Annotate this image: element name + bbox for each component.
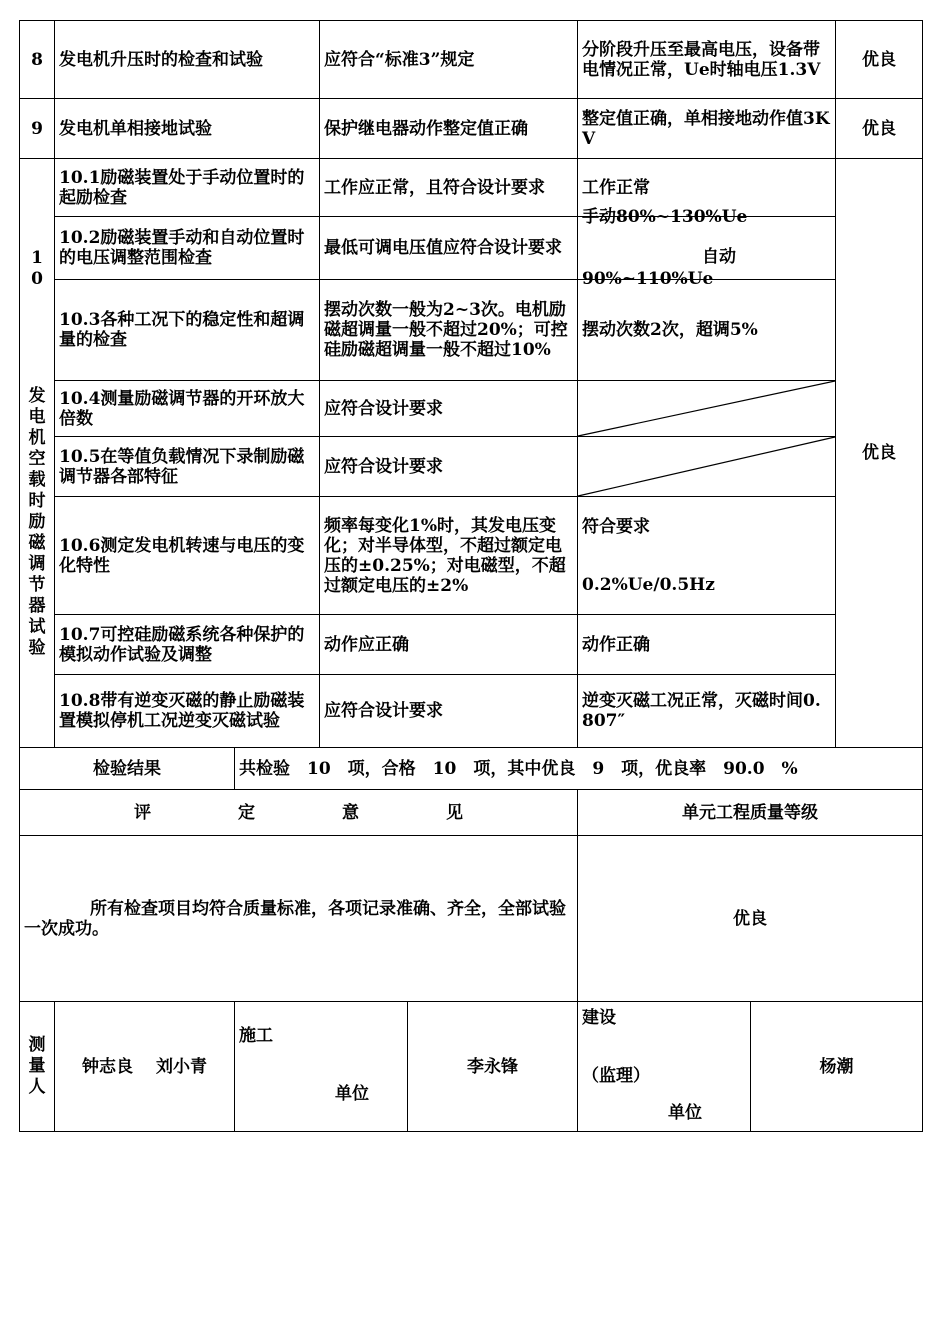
measurer-names: 钟志良 刘小青 [55,1002,235,1132]
table-row [20,217,923,280]
test-result [578,497,836,615]
group-grade: 优良 [836,159,923,748]
result-manual: 手动80%~130%Ue [582,207,748,227]
group-title-char: 电 [28,406,46,427]
construction-unit-cell [235,1002,578,1132]
construction-label-top: 施工 [239,1026,273,1046]
group-title-char: 磁 [28,532,46,553]
group-title-char: 验 [28,637,46,658]
owner-label-1: 建设 [582,1008,616,1028]
grade: 优良 [836,21,923,99]
quality-standard: 应符合“标准3”规定 [320,21,578,99]
group-title-char: 发 [28,385,46,406]
check-item: 10.5在等值负载情况下录制励磁调节器各部特征 [55,437,320,497]
check-item: 10.2励磁装置手动和自动位置时的电压调整范围检查 [55,217,320,280]
check-item: 10.8带有逆变灭磁的静止励磁装置模拟停机工况逆变灭磁试验 [55,675,320,748]
check-item: 10.1励磁装置处于手动位置时的起励检查 [55,159,320,217]
opinion-header [20,790,578,836]
owner-label-2: （监理） [582,1066,650,1086]
summary-label: 检验结果 [20,748,235,790]
check-item: 10.4测量励磁调节器的开环放大倍数 [55,381,320,437]
table-row [20,497,923,615]
measurer-label-text [28,1035,46,1098]
test-result-empty [578,437,836,497]
table-row [20,381,923,437]
group-title-char: 空 [28,448,46,469]
opinion-header-row [20,790,923,836]
owner-label-3: 单位 [668,1103,702,1123]
group-title-char: 节 [28,574,46,595]
grade: 优良 [836,99,923,159]
test-result: 动作正确 [578,615,836,675]
diagonal-line [578,437,835,496]
check-item: 10.6测定发电机转速与电压的变化特性 [55,497,320,615]
quality-standard: 应符合设计要求 [320,675,578,748]
construction-label-bottom: 单位 [335,1084,369,1104]
table-row [20,615,923,675]
test-result: 摆动次数2次，超调5% [578,280,836,381]
quality-standard: 应符合设计要求 [320,381,578,437]
test-result: 整定值正确，单相接地动作值3KV [578,99,836,159]
group-10-label [20,159,55,748]
quality-standard: 动作应正确 [320,615,578,675]
quality-standard: 工作应正常，且符合设计要求 [320,159,578,217]
group-title-char: 载 [28,469,46,490]
measurer-label-char: 测 [28,1035,46,1055]
opinion-row [20,836,923,1002]
table-row [20,437,923,497]
quality-grade: 优良 [578,836,923,1002]
opinion-header-char: 定 [238,802,255,823]
signature-row [20,1002,923,1132]
inspection-form [19,20,922,1132]
row-number: 8 [20,21,55,99]
measurer-label-char: 人 [28,1077,46,1097]
table-row [20,280,923,381]
owner-unit-label [578,1002,751,1131]
group-title-char: 器 [28,595,46,616]
quality-standard: 摆动次数一般为2~3次。电机励磁超调量一般不超过20%；可控硅励磁超调量一般不超过10% [320,280,578,381]
table-row [20,675,923,748]
construction-person: 李永锋 [467,1056,518,1077]
check-item: 发电机单相接地试验 [55,99,320,159]
table-row [20,99,923,159]
test-result-empty [578,381,836,437]
diagonal-line [578,381,835,436]
quality-grade-header: 单元工程质量等级 [578,790,923,836]
construction-unit-label [235,1002,408,1131]
result-auto: 自动 [702,247,736,267]
check-item: 10.3各种工况下的稳定性和超调量的检查 [55,280,320,381]
group-title-char: 励 [28,511,46,532]
table-row [20,159,923,217]
check-item: 发电机升压时的检查和试验 [55,21,320,99]
measurer-label [20,1002,55,1132]
test-result: 逆变灭磁工况正常，灭磁时间0.807″ [578,675,836,748]
opinion-text: 所有检查项目均符合质量标准，各项记录准确、齐全，全部试验一次成功。 [20,836,578,1002]
table-row [20,21,923,99]
test-result: 分阶段升压至最高电压，设备带电情况正常，Ue时轴电压1.3V [578,21,836,99]
quality-standard: 应符合设计要求 [320,437,578,497]
owner-person: 杨潮 [819,1056,854,1077]
group-number: 10 [31,247,43,289]
owner-unit-cell [578,1002,923,1132]
summary-row [20,748,923,790]
quality-standard: 保护继电器动作整定值正确 [320,99,578,159]
check-item: 10.7可控硅励磁系统各种保护的模拟动作试验及调整 [55,615,320,675]
opinion-header-char: 评 [134,802,151,823]
opinion-header-char: 意 [342,802,359,823]
quality-standard: 最低可调电压值应符合设计要求 [320,217,578,280]
test-result: 工作正常 [578,159,836,217]
inspection-table [19,20,923,1132]
row-number: 9 [20,99,55,159]
measurer-label-char: 量 [28,1056,46,1076]
quality-standard: 频率每变化1%时，其发电压变化；对半导体型，不超过额定电压的±0.25%；对电磁型，不超过额定电压的±2% [320,497,578,615]
group-title-char: 时 [28,490,46,511]
test-result [578,207,836,289]
result-conforms: 符合要求 [582,516,650,537]
group-title-char: 调 [28,553,46,574]
group-title [28,386,46,659]
summary-text: 共检验 10 项，合格 10 项，其中优良 9 项，优良率 90.0 % [235,748,923,790]
result-auto-range: 90%~110%Ue [582,269,714,289]
opinion-header-char: 见 [446,802,463,823]
result-value: 0.2%Ue/0.5Hz [582,574,715,595]
group-title-char: 机 [28,427,46,448]
group-title-char: 试 [28,616,46,637]
